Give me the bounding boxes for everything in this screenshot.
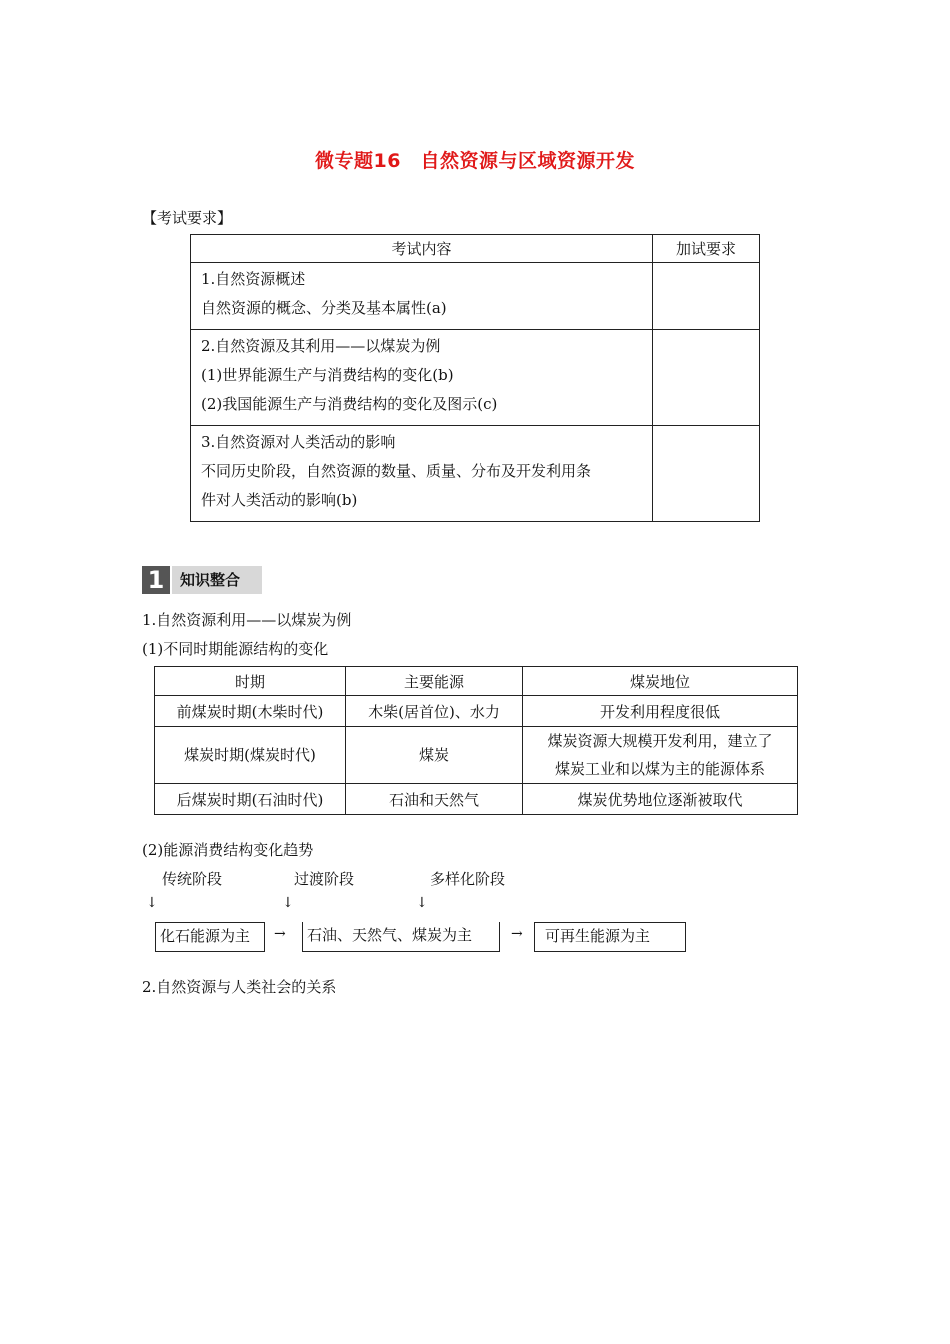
requirement-row — [191, 426, 653, 522]
requirement-detail: (1)世界能源生产与消费结构的变化(b) — [201, 366, 454, 384]
stage-label: 过渡阶段 — [294, 870, 355, 888]
arrow-right-icon: → — [511, 926, 523, 942]
requirement-detail: 不同历史阶段，自然资源的数量、质量、分布及开发利用条 — [201, 462, 592, 480]
requirement-title: 2.自然资源及其利用——以煤炭为例 — [201, 337, 441, 355]
stage-box: 石油、天然气、煤炭为主 — [302, 922, 500, 952]
requirement-detail: 自然资源的概念、分类及基本属性(a) — [201, 299, 447, 317]
arrow-down-icon: ↓ — [416, 895, 428, 911]
arrow-right-icon: → — [274, 926, 286, 942]
page-title: 微专题16 自然资源与区域资源开发 — [315, 150, 635, 172]
cell-coal-status — [523, 727, 798, 784]
exam-requirements-label: 【考试要求】 — [142, 209, 233, 227]
banner-number: 1 — [142, 566, 170, 594]
cell-line: 煤炭工业和以煤为主的能源体系 — [554, 760, 765, 778]
cell-energy: 石油和天然气 — [346, 784, 523, 815]
requirement-row — [191, 330, 653, 426]
requirement-detail: (2)我国能源生产与消费结构的变化及图示(c) — [201, 395, 498, 413]
requirement-detail: 件对人类活动的影响(b) — [201, 491, 358, 509]
header-coal-status: 煤炭地位 — [523, 667, 798, 696]
arrow-down-icon: ↓ — [146, 895, 158, 911]
requirement-title: 1.自然资源概述 — [201, 270, 306, 288]
section-banner — [142, 566, 262, 594]
energy-structure-table — [154, 666, 798, 815]
requirement-row — [191, 263, 653, 330]
requirement-extra — [653, 426, 760, 522]
stage-label: 多样化阶段 — [430, 870, 506, 888]
stage-box: 化石能源为主 — [155, 922, 265, 952]
cell-period: 后煤炭时期(石油时代) — [155, 784, 346, 815]
section1-heading: 1.自然资源利用——以煤炭为例 — [142, 611, 352, 629]
stage-label: 传统阶段 — [162, 870, 223, 888]
requirement-title: 3.自然资源对人类活动的影响 — [201, 433, 396, 451]
cell-coal-status: 煤炭优势地位逐渐被取代 — [523, 784, 798, 815]
cell-line: 煤炭资源大规模开发利用，建立了 — [547, 732, 773, 750]
exam-requirements-table — [190, 234, 760, 522]
header-period: 时期 — [155, 667, 346, 696]
section1-sub1: (1)不同时期能源结构的变化 — [142, 640, 329, 658]
header-energy: 主要能源 — [346, 667, 523, 696]
header-content: 考试内容 — [191, 235, 653, 263]
stage-box: 可再生能源为主 — [534, 922, 686, 952]
section2-heading: 2.自然资源与人类社会的关系 — [142, 978, 337, 996]
cell-period: 煤炭时期(煤炭时代) — [155, 727, 346, 784]
section1-sub2: (2)能源消费结构变化趋势 — [142, 841, 314, 859]
requirement-extra — [653, 330, 760, 426]
cell-period: 前煤炭时期(木柴时代) — [155, 696, 346, 727]
requirement-extra — [653, 263, 760, 330]
cell-energy: 木柴(居首位)、水力 — [346, 696, 523, 727]
header-extra: 加试要求 — [653, 235, 760, 263]
cell-energy: 煤炭 — [346, 727, 523, 784]
banner-label: 知识整合 — [172, 566, 262, 594]
cell-coal-status: 开发利用程度很低 — [523, 696, 798, 727]
arrow-down-icon: ↓ — [282, 895, 294, 911]
